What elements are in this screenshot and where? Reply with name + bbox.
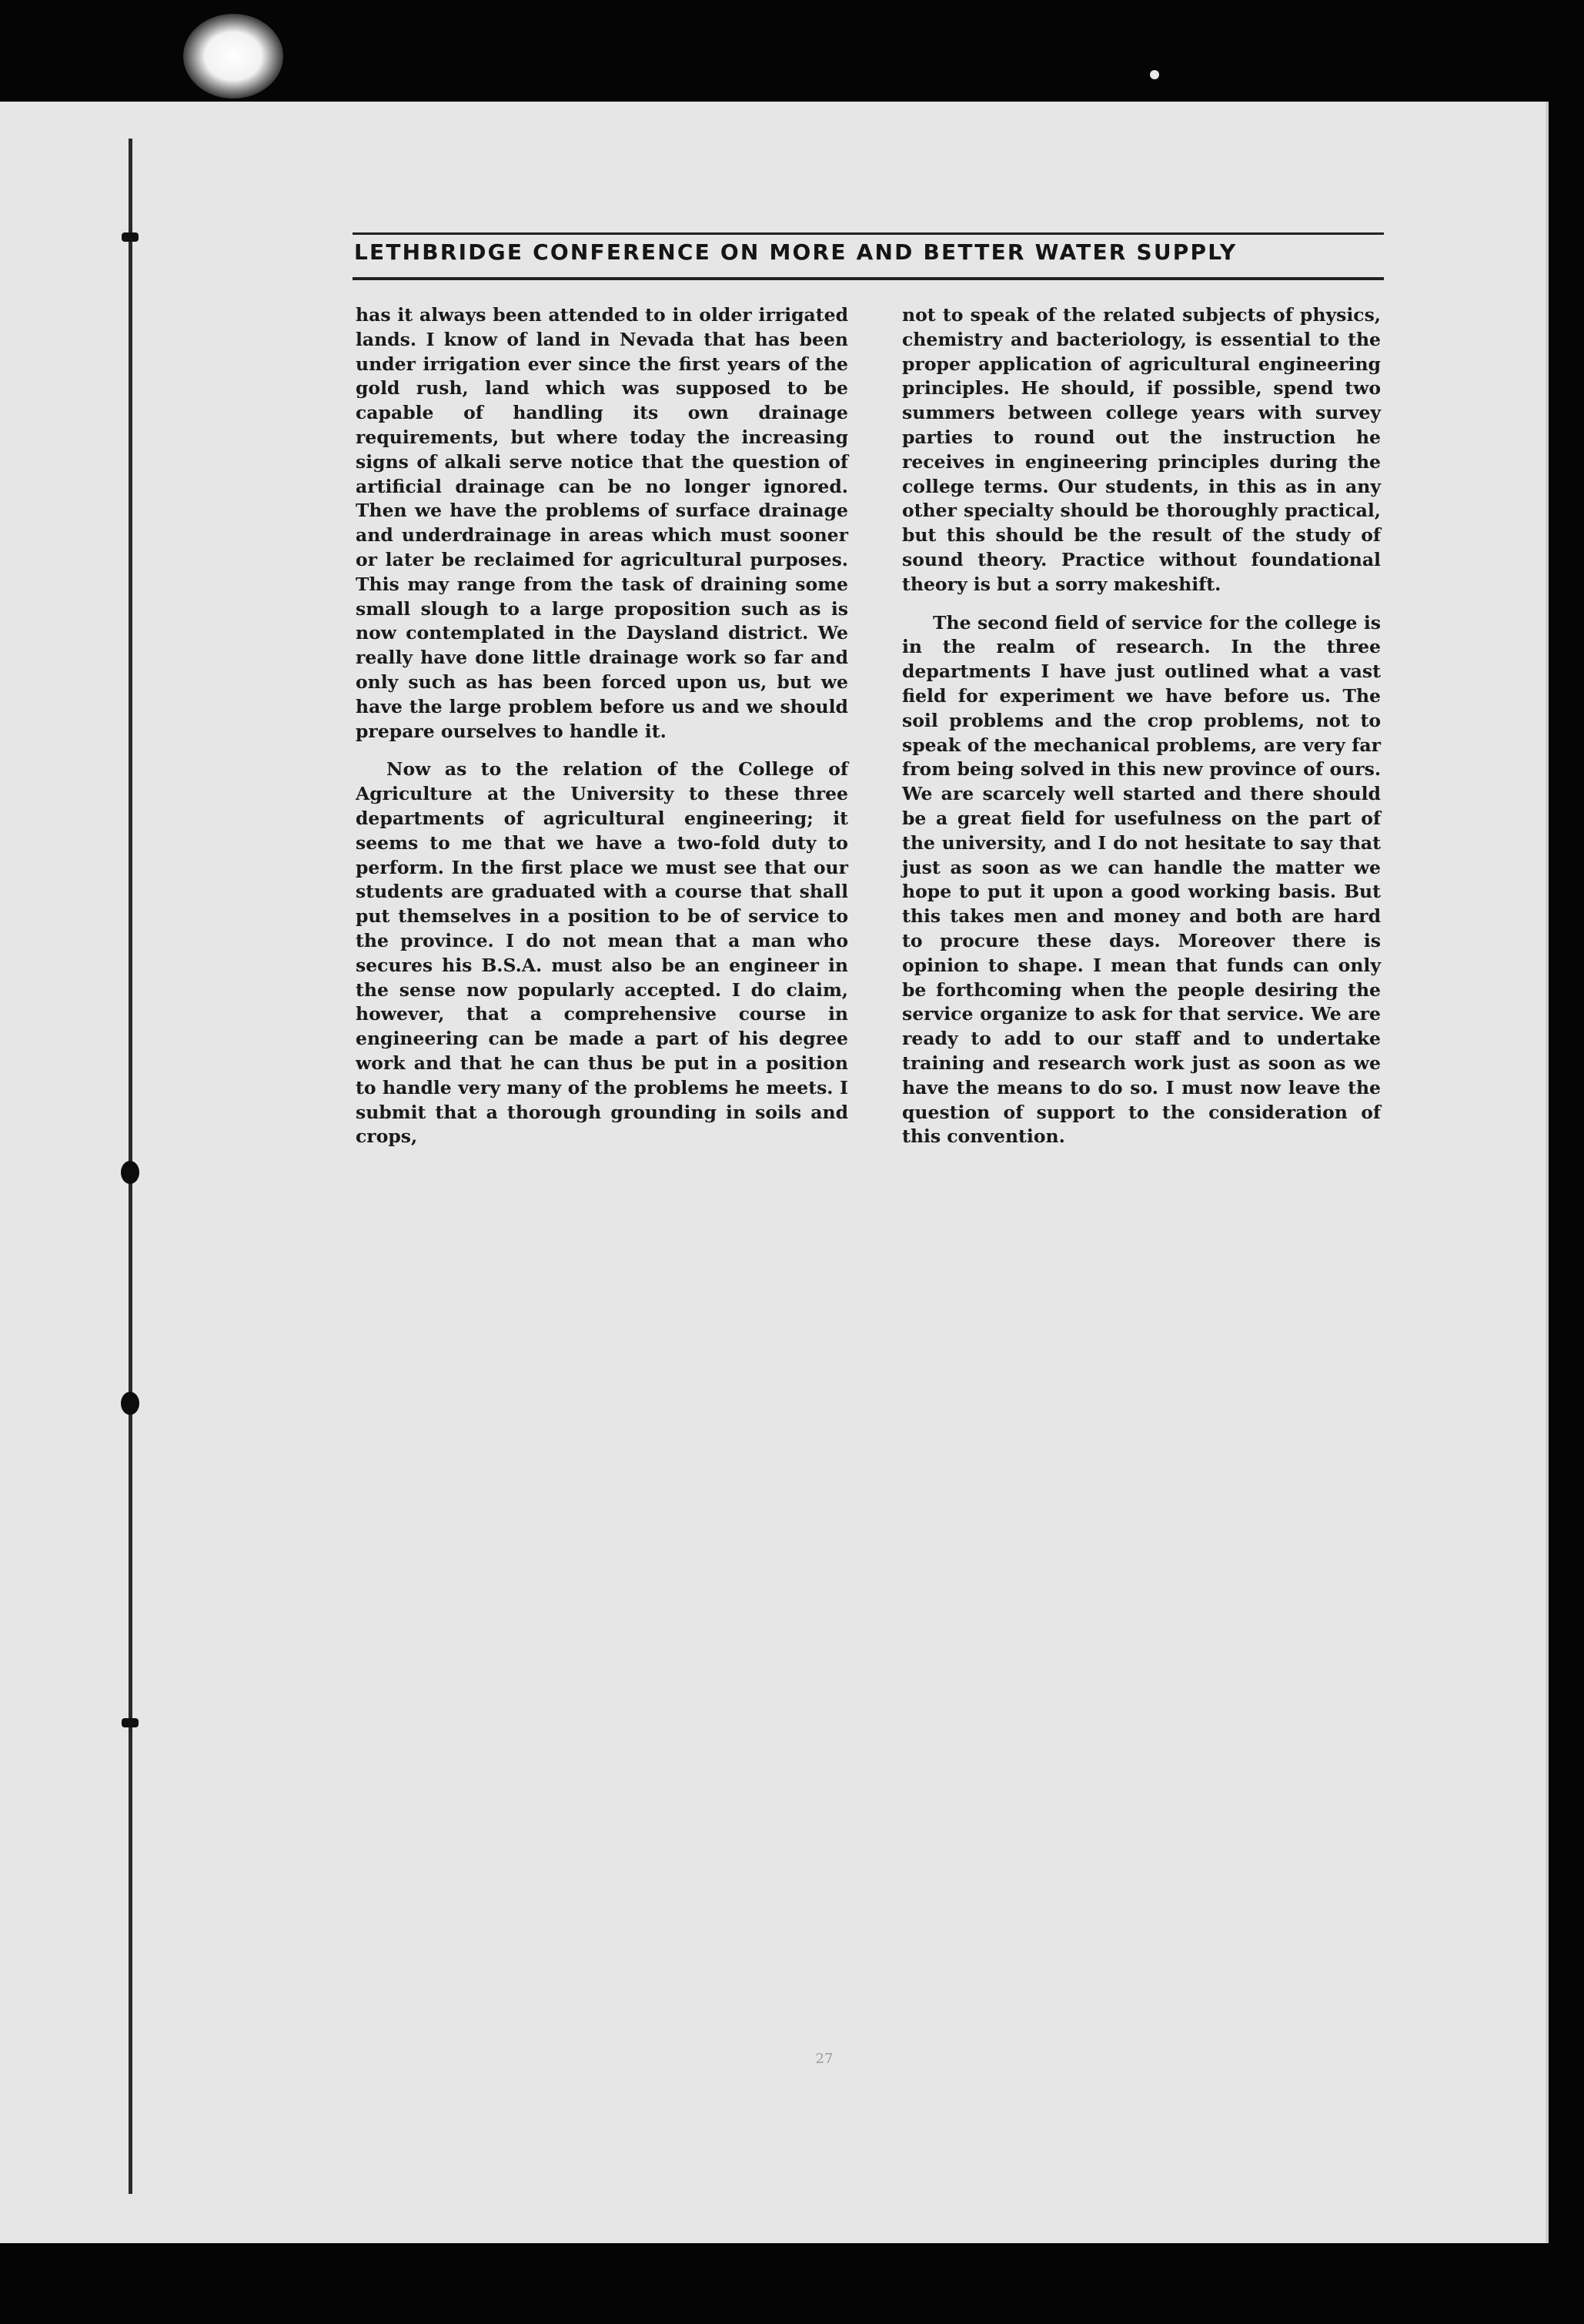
light-speck bbox=[1150, 70, 1159, 79]
page-edge bbox=[1546, 102, 1549, 2243]
binding-mark bbox=[122, 1718, 139, 1727]
paragraph: The second field of service for the college is in the realm of research. In the three departments I have just outlined what a vast field for experiment we have before us. The soil problems and the crop problems, not to speak of the mechanical problems, are very far from being solved in this new province of ours. We are scarcely well started and there should be a great field for usefulness on the part of the university, and I do not hesitate to say that just as soon as we can handle the matter we hope to put it upon a good working basis. But this takes men and money and both are hard to procure these days. Moreover there is opinion to shape. I mean that funds can only be forthcoming when the people desiring the service organize to ask for that service. We are ready to add to our staff and to undertake training and research work just as soon as we have the means to do so. I must now leave the question of support to the consideration of this convention. bbox=[902, 611, 1381, 1148]
header-rule-bottom bbox=[353, 277, 1384, 280]
text-column-right bbox=[902, 303, 1381, 1149]
light-glare bbox=[183, 14, 283, 99]
paragraph: Now as to the relation of the College of Agriculture at the University to these three departments of agricultural engineering; it seems to me that we have a two-fold duty to perform. In the first place we must see that our students are graduated with a course that shall put themselves in a position to be of service to the province. I do not mean that a man who secures his B.S.A. must also be an engineer in the sense now popularly accepted. I do claim, however, that a comprehensive course in engineering can be made a part of his degree work and that he can thus be put in a position to handle very many of the problems he meets. I submit that a thorough grounding in soils and crops, bbox=[356, 758, 848, 1148]
binding-mark bbox=[121, 1161, 139, 1184]
header-rule-top bbox=[353, 232, 1384, 235]
binding-mark bbox=[121, 1392, 139, 1415]
paragraph: not to speak of the related subjects of physics, chemistry and bacteriology, is essential to the proper application of agricultural engineering principles. He should, if possible, spend two summers between college years with survey parties to round out the instruction he receives in engineering principles during the college terms. Our students, in this as in any other specialty should be thoroughly practical, but this should be the result of the study of sound theory. Practice without foundational theory is but a sorry makeshift. bbox=[902, 304, 1381, 595]
paragraph: has it always been attended to in older irrigated lands. I know of land in Nevada that has been under irrigation ever since the first years of the gold rush, land which was supposed to be capable of handling its own drainage requirements, but where today the increasing signs of alkali serve notice that the question of artificial drainage can be no longer ignored. Then we have the problems of surface drainage and underdrainage in areas which must sooner or later be reclaimed for agricultural purposes. This may range from the task of draining some small slough to a large proposition such as is now contemplated in the Daysland district. We really have done little drainage work so far and only such as has been forced upon us, but we have the large problem before us and we should prepare ourselves to handle it. bbox=[356, 304, 848, 742]
text-column-left bbox=[356, 303, 848, 1149]
binding-mark bbox=[122, 232, 139, 242]
running-header: LETHBRIDGE CONFERENCE ON MORE AND BETTER WATER SUPPLY bbox=[354, 239, 1238, 265]
page-number: 27 bbox=[815, 2051, 834, 2067]
